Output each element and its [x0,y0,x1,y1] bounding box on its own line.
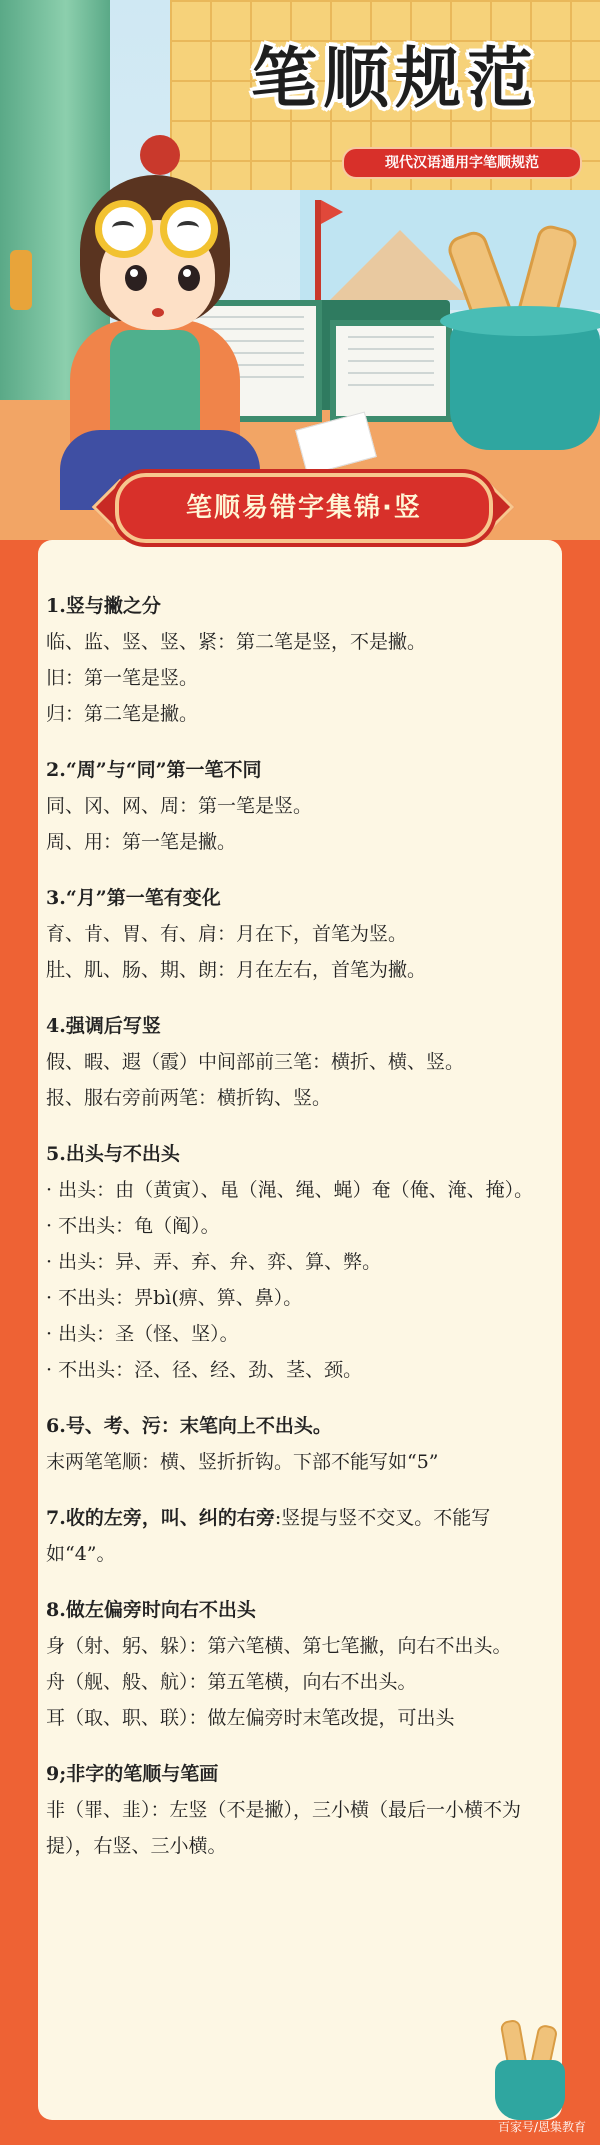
character-mouth [152,308,164,317]
rule-line: 育、肯、胃、有、肩：月在下，首笔为竖。 [46,923,408,945]
rule-line: · 出头：由（黄寅）、黾（渑、绳、蝇）奄（俺、淹、掩）。 [46,1179,534,1201]
character-hair-bun [140,135,180,175]
rules-list [46,588,556,1884]
rule-line: 假、暇、遐（霞）中间部前三笔：横折、横、竖。 [46,1051,465,1073]
banner-label: 笔顺易错字集锦·竖 [186,493,422,523]
character-eye [178,265,200,291]
rule-line: 肚、肌、肠、期、朗：月在左右，首笔为撇。 [46,959,427,981]
rule-heading: 5.出头与不出头 [46,1143,180,1165]
mountain-shape [330,230,470,300]
rule-line: · 出头：圣（怪、坚）。 [46,1323,239,1345]
rule-line: · 不出头：泾、径、经、劲、茎、颈。 [46,1359,363,1381]
rule-heading: 4.强调后写竖 [46,1015,161,1037]
page-title: 笔顺规范 [251,40,539,117]
rule-line: 末两笔笔顺：横、竖折折钩。下部不能写如“5” [46,1451,439,1473]
scroll-pot [450,320,600,450]
rule-section-6 [46,1408,556,1480]
rule-line: 舟（舰、般、航）：第五笔横，向右不出头。 [46,1671,417,1693]
rule-line: · 不出头：龟（阄）。 [46,1215,220,1237]
rule-line: 周、用：第一笔是撇。 [46,831,237,853]
rule-section-8 [46,1592,556,1736]
rule-line: 非（罪、韭）：左竖（不是撇），三小横（最后一小横不为提），右竖、三小横。 [46,1799,522,1857]
rule-line: 旧：第一笔是竖。 [46,667,199,689]
rule-section-2 [46,752,556,860]
rule-line: · 出头：异、弄、弃、弁、弈、算、弊。 [46,1251,382,1273]
subtitle-badge: 现代汉语通用字笔顺规范 [342,147,582,179]
rule-line: 身（射、躬、躲）：第六笔横、第七笔撇，向右不出头。 [46,1635,512,1657]
rule-section-3 [46,880,556,988]
rule-section-5 [46,1136,556,1388]
rule-heading: 3.“月”第一笔有变化 [46,887,221,909]
rule-heading: 7.收的左旁，叫、纠的右旁:竖提与竖不交叉。不能写如“4”。 [46,1507,491,1565]
rule-heading: 8.做左偏旁时向右不出头 [46,1599,256,1621]
rule-line: · 不出头：畀bì(痹、箅、鼻）。 [46,1287,303,1309]
rule-heading: 1.竖与撇之分 [46,595,161,617]
watermark: 百家号/恩集教育 [497,2120,586,2134]
character-eye [125,265,147,291]
rule-heading: 9;非字的笔顺与笔画 [46,1763,219,1785]
rule-section-4 [46,1008,556,1116]
rule-line: 报、服右旁前两笔：横折钩、竖。 [46,1087,332,1109]
goggle-icon [160,200,218,258]
rule-heading: 2.“周”与“同”第一笔不同 [46,759,262,781]
rule-line: 归：第二笔是撇。 [46,703,199,725]
goggle-icon [95,200,153,258]
curtain-tassel [10,250,32,310]
scroll-pot-small [495,2060,565,2120]
rule-line: 同、冈、网、周：第一笔是竖。 [46,795,313,817]
rule-section-7 [46,1500,556,1572]
rule-section-1 [46,588,556,732]
rule-section-9 [46,1756,556,1864]
paper-panel-right [330,320,452,422]
rule-line: 耳（取、职、联）：做左偏旁时末笔改提，可出头 [46,1707,455,1729]
rule-heading: 6.号、考、污：末笔向上不出头。 [46,1415,332,1437]
rule-line: 临、监、竖、竖、紧：第二笔是竖，不是撇。 [46,631,427,653]
